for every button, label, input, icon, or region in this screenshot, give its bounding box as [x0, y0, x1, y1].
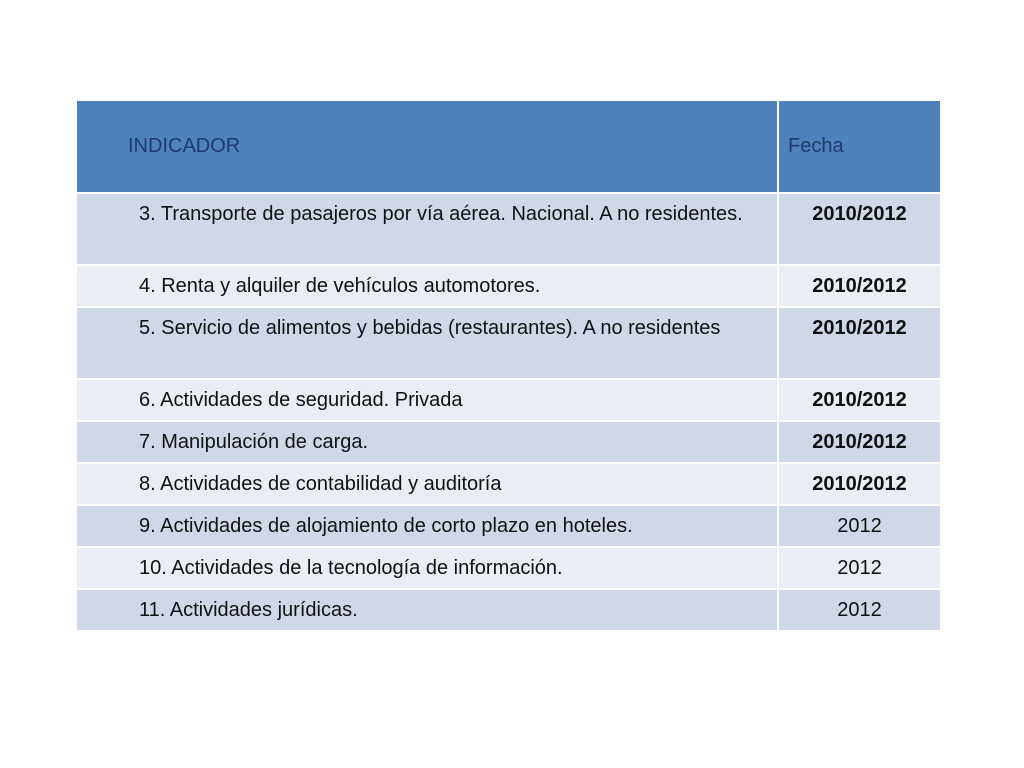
table-row	[77, 547, 940, 589]
table-row	[77, 505, 940, 547]
date-cell: 2012	[778, 505, 940, 547]
header-indicador: INDICADOR	[77, 101, 778, 193]
date-cell: 2010/2012	[778, 193, 940, 265]
indicator-cell: 10. Actividades de la tecnología de información.	[77, 547, 778, 589]
table-row	[77, 589, 940, 631]
indicator-cell: 5. Servicio de alimentos y bebidas (restaurantes). A no residentes	[77, 307, 778, 379]
table-header-row	[77, 101, 940, 193]
indicator-cell: 8. Actividades de contabilidad y auditoría	[77, 463, 778, 505]
table-row	[77, 421, 940, 463]
table-row	[77, 463, 940, 505]
indicator-table	[77, 101, 940, 632]
date-cell: 2010/2012	[778, 307, 940, 379]
date-cell: 2010/2012	[778, 421, 940, 463]
indicator-cell: 9. Actividades de alojamiento de corto plazo en hoteles.	[77, 505, 778, 547]
table-row	[77, 307, 940, 379]
indicator-cell: 11. Actividades jurídicas.	[77, 589, 778, 631]
indicator-cell: 7. Manipulación de carga.	[77, 421, 778, 463]
indicator-cell: 3. Transporte de pasajeros por vía aérea. Nacional. A no residentes.	[77, 193, 778, 265]
table-row	[77, 379, 940, 421]
date-cell: 2010/2012	[778, 265, 940, 307]
date-cell: 2010/2012	[778, 463, 940, 505]
header-fecha: Fecha	[778, 101, 940, 193]
table-row	[77, 265, 940, 307]
table-row	[77, 193, 940, 265]
indicator-cell: 6. Actividades de seguridad. Privada	[77, 379, 778, 421]
indicator-cell: 4. Renta y alquiler de vehículos automotores.	[77, 265, 778, 307]
date-cell: 2012	[778, 589, 940, 631]
date-cell: 2010/2012	[778, 379, 940, 421]
date-cell: 2012	[778, 547, 940, 589]
